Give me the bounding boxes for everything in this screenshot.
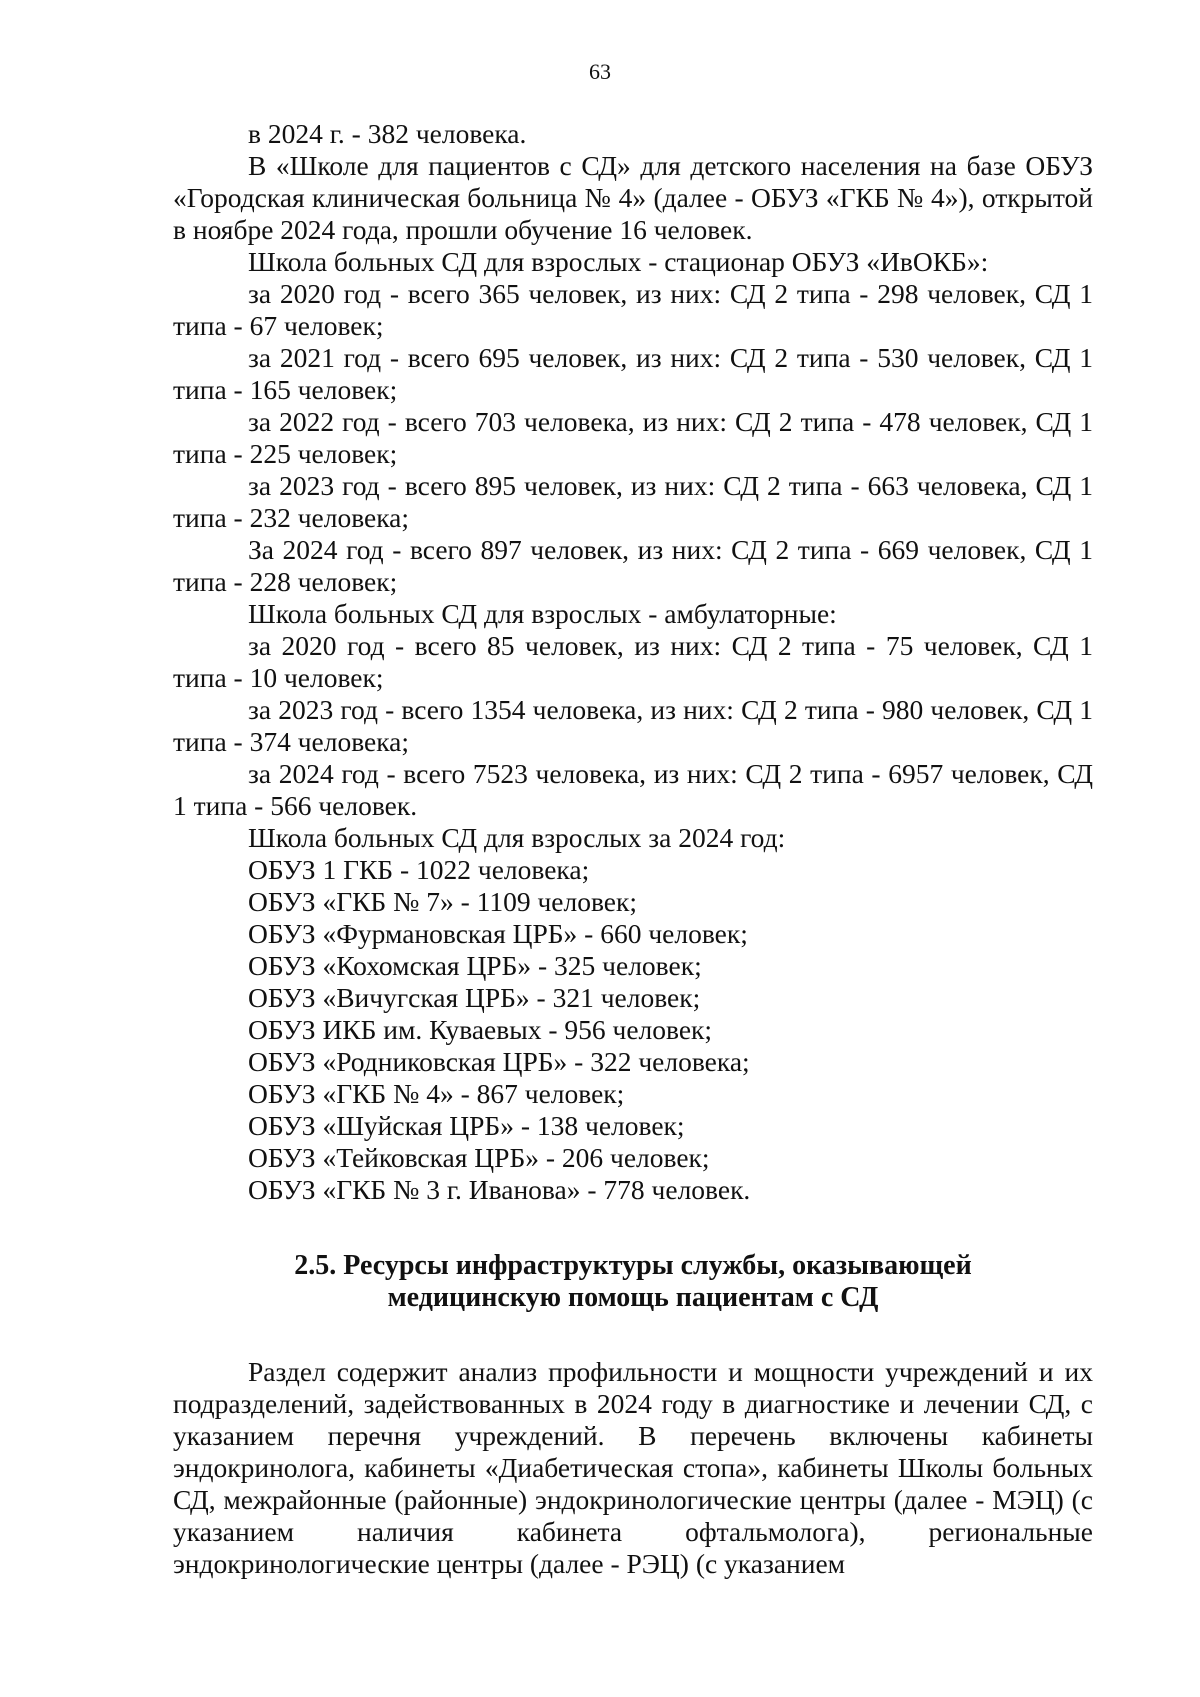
paragraph: за 2022 год - всего 703 человека, из них: СД 2 типа - 478 человек, СД 1 типа - 225 человек; [173, 406, 1093, 469]
paragraph: За 2024 год - всего 897 человек, из них: СД 2 типа - 669 человек, СД 1 типа - 228 человек; [173, 534, 1093, 597]
paragraph: за 2021 год - всего 695 человек, из них: СД 2 типа - 530 человек, СД 1 типа - 165 человек; [173, 342, 1093, 405]
list-item: ОБУЗ «Кохомская ЦРБ» - 325 человек; [248, 950, 702, 981]
paragraph: Школа больных СД для взрослых за 2024 год: [248, 822, 786, 853]
list-item: ОБУЗ «ГКБ № 7» - 1109 человек; [248, 886, 638, 917]
section-heading-line: медицинскую помощь пациентам с СД [387, 1282, 879, 1313]
paragraph: за 2023 год - всего 895 человек, из них: СД 2 типа - 663 человека, СД 1 типа - 232 человека; [173, 470, 1093, 533]
list-item: ОБУЗ «ГКБ № 4» - 867 человек; [248, 1078, 625, 1109]
list-item: ОБУЗ 1 ГКБ - 1022 человека; [248, 854, 590, 885]
section-heading [173, 1250, 1093, 1314]
list-item: ОБУЗ «Тейковская ЦРБ» - 206 человек; [248, 1142, 710, 1173]
page-body [173, 118, 1093, 1580]
paragraph: в 2024 г. - 382 человека. [248, 118, 527, 149]
section-heading-line: 2.5. Ресурсы инфраструктуры службы, оказывающей [294, 1250, 972, 1281]
list-item: ОБУЗ «Вичугская ЦРБ» - 321 человек; [248, 982, 701, 1013]
list-item: ОБУЗ «Шуйская ЦРБ» - 138 человек; [248, 1110, 685, 1141]
paragraph: Школа больных СД для взрослых - стационар ОБУЗ «ИвОКБ»: [248, 246, 989, 277]
list-item: ОБУЗ «ГКБ № 3 г. Иванова» - 778 человек. [248, 1174, 751, 1205]
paragraph: за 2020 год - всего 85 человек, из них: СД 2 типа - 75 человек, СД 1 типа - 10 человек; [173, 630, 1093, 693]
paragraph: Школа больных СД для взрослых - амбулаторные: [248, 598, 837, 629]
list-item: ОБУЗ «Фурмановская ЦРБ» - 660 человек; [248, 918, 748, 949]
paragraph: Раздел содержит анализ профильности и мощности учреждений и их подразделений, задействованных в 2024 году в диагностике и лечении СД, с указанием перечня учреждений. В перечень включены кабинеты эндокринолога, кабинеты «Диабетическая стопа», кабинеты Школы больных СД, межрайонные (районные) эндокринологические центры (далее - МЭЦ) (с указанием наличия кабинета офтальмолога), региональные эндокринологические центры (далее - РЭЦ) (с указанием [173, 1356, 1093, 1579]
page-number: 63 [589, 59, 611, 84]
paragraph: за 2020 год - всего 365 человек, из них: СД 2 типа - 298 человек, СД 1 типа - 67 человек; [173, 278, 1093, 341]
list-item: ОБУЗ ИКБ им. Куваевых - 956 человек; [248, 1014, 713, 1045]
paragraph: В «Школе для пациентов с СД» для детского населения на базе ОБУЗ «Городская клиническая больница № 4» (далее - ОБУЗ «ГКБ № 4»), открытой в ноябре 2024 года, прошли обучение 16 человек. [173, 150, 1093, 245]
paragraph: за 2024 год - всего 7523 человека, из них: СД 2 типа - 6957 человек, СД 1 типа - 566 человек. [173, 758, 1093, 821]
list-item: ОБУЗ «Родниковская ЦРБ» - 322 человека; [248, 1046, 750, 1077]
paragraph: за 2023 год - всего 1354 человека, из них: СД 2 типа - 980 человек, СД 1 типа - 374 человека; [173, 694, 1093, 757]
